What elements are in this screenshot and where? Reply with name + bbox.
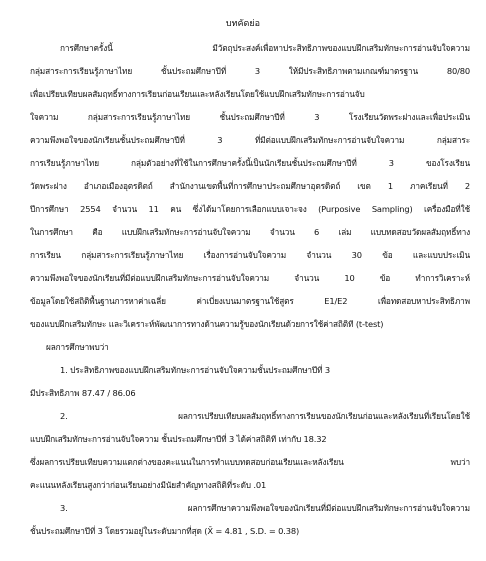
paragraph-line: ใจความ กลุ่มสาระการเรียนรู้ภาษาไทย ชั้นประถมศึกษาปีที่ 3 โรงเรียนวัดพระฝางและเพื่อประเมิน <box>30 112 470 122</box>
paragraph-line: ข้อมูลโดยใช้สถิติพื้นฐานการหาค่าเฉลี่ย ค่าเบี่ยงเบนมาตรฐานใช้สูตร E1/E2 เพื่อทดสอบหาประสิทธิภาพ <box>30 296 470 306</box>
paragraph-line: การเรียน กลุ่มสาระการเรียนรู้ภาษาไทย เรื่องการอ่านจับใจความ จำนวน 30 ข้อ และแบบประเมิน <box>30 250 470 260</box>
result-item: ซึ่งผลการเปรียบเทียบความแตกต่างของคะแนนในการทำแบบทดสอบก่อนเรียนและหลังเรียน พบว่า <box>30 457 470 467</box>
paragraph-line: วัดพระฝาง อำเภอเมืองอุตรดิตถ์ สำนักงานเขตพื้นที่การศึกษาประถมศึกษาอุตรดิตถ์ เขต 1 ภาคเรียนที่ 2 <box>30 181 470 191</box>
results-heading: ผลการศึกษาพบว่า <box>46 342 109 352</box>
result-item: มีประสิทธิภาพ 87.47 / 86.06 <box>30 388 136 398</box>
result-item: ชั้นประถมศึกษาปีที่ 3 โดยรวมอยู่ในระดับมากที่สุด (X̄ = 4.81 , S.D. = 0.38) <box>30 526 300 536</box>
paragraph-line: การศึกษาครั้งนี้ มีวัตถุประสงค์เพื่อหาประสิทธิภาพของแบบฝึกเสริมทักษะการอ่านจับใจความ <box>60 43 470 53</box>
paragraph-line: กลุ่มสาระการเรียนรู้ภาษาไทย ชั้นประถมศึกษาปีที่ 3 ให้มีประสิทธิภาพตามเกณฑ์มาตรฐาน 80/80 <box>30 66 470 76</box>
paragraph-line: ความพึงพอใจของนักเรียนที่มีต่อแบบฝึกเสริมทักษะการอ่านจับใจความ จำนวน 10 ข้อ ทำการวิเคราะห์ <box>30 273 470 283</box>
paragraph-line: ในการศึกษา คือ แบบฝึกเสริมทักษะการอ่านจับใจความ จำนวน 6 เล่ม แบบทดสอบวัดผลสัมฤทธิ์ทาง <box>30 227 470 237</box>
paragraph-line: ปีการศึกษา 2554 จำนวน 11 คน ซึ่งได้มาโดยการเลือกแบบเจาะจง (Purposive Sampling) เครื่องมือที่ใช้ <box>30 204 470 214</box>
paragraph-line: ของแบบฝึกเสริมทักษะ และวิเคราะห์พัฒนาการทางด้านความรู้ของนักเรียนด้วยการใช้ค่าสถิติที (t-test) <box>30 319 384 329</box>
result-item: 3. ผลการศึกษาความพึงพอใจของนักเรียนที่มีต่อแบบฝึกเสริมทักษะการอ่านจับใจความ <box>60 503 470 513</box>
result-item: 2. ผลการเปรียบเทียบผลสัมฤทธิ์ทางการเรียนของนักเรียนก่อนและหลังเรียนที่เรียนโดยใช้ <box>60 411 470 421</box>
abstract-title: บทคัดย่อ <box>225 19 261 29</box>
result-item: 1. ประสิทธิภาพของแบบฝึกเสริมทักษะการอ่านจับใจความชั้นประถมศึกษาปีที่ 3 <box>60 365 330 375</box>
result-item: คะแนนหลังเรียนสูงกว่าก่อนเรียนอย่างมีนัยสำคัญทางสถิติที่ระดับ .01 <box>30 480 267 490</box>
paragraph-line: เพื่อเปรียบเทียบผลสัมฤทธิ์ทางการเรียนก่อนเรียนและหลังเรียนโดยใช้แบบฝึกเสริมทักษะการอ่านจับ <box>30 89 365 99</box>
paragraph-line: ความพึงพอใจของนักเรียนชั้นประถมศึกษาปีที่ 3 ที่มีต่อแบบฝึกเสริมทักษะการอ่านจับใจความ กลุ่มสาระ <box>30 135 470 145</box>
paragraph-line: การเรียนรู้ภาษาไทย กลุ่มตัวอย่างที่ใช้ในการศึกษาครั้งนี้เป็นนักเรียนชั้นประถมศึกษาปีที่ 3 ของโรงเรียน <box>30 158 470 168</box>
result-item: แบบฝึกเสริมทักษะการอ่านจับใจความ ชั้นประถมศึกษาปีที่ 3 ได้ค่าสถิติที เท่ากับ 18.32 <box>30 434 327 444</box>
